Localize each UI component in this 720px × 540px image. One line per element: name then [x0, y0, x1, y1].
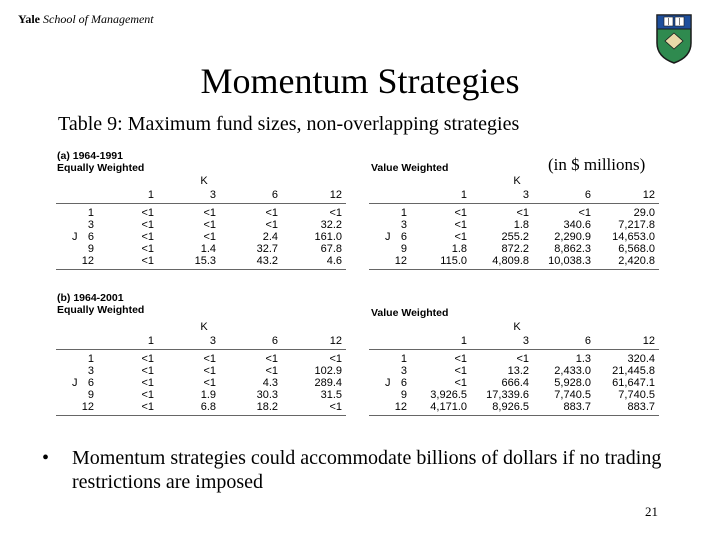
table-cell: 21,445.8	[612, 365, 655, 377]
table-cell: 4.3	[262, 377, 278, 389]
table-cell: <1	[141, 219, 154, 231]
table-cell: 340.6	[563, 219, 591, 231]
j-axis-label: J	[72, 377, 78, 389]
j-value-cell: 3	[87, 365, 94, 377]
table-cell: 883.7	[563, 401, 591, 413]
table-row	[56, 389, 346, 401]
table-cell: <1	[454, 219, 467, 231]
table-cell: 31.5	[320, 389, 342, 401]
panel-b-ew-label: Equally Weighted	[57, 304, 145, 316]
table-cell: 1.9	[200, 389, 216, 401]
j-value-cell: 12	[81, 255, 94, 267]
k-header-row	[56, 335, 346, 349]
panel-a-ew-label: Equally Weighted	[57, 162, 145, 174]
brand-italic: School of Management	[43, 12, 154, 26]
k-header-cell: 6	[584, 335, 591, 347]
table-cell: 4.6	[326, 255, 342, 267]
j-value-cell: 9	[400, 243, 407, 255]
j-value-cell: 3	[400, 219, 407, 231]
table-cell: <1	[141, 365, 154, 377]
bullet-dot-icon: •	[42, 447, 50, 469]
table-row	[369, 207, 659, 219]
table-row	[369, 243, 659, 255]
bottom-rule	[56, 415, 346, 416]
j-value-cell: 9	[87, 389, 94, 401]
table-row	[369, 401, 659, 413]
table-row	[56, 255, 346, 267]
table-row	[369, 377, 659, 389]
table-row	[56, 353, 346, 365]
table-cell: <1	[454, 353, 467, 365]
table-1964-2001-value	[369, 321, 659, 417]
table-cell: <1	[454, 377, 467, 389]
header-rule	[56, 203, 346, 204]
j-axis-label: J	[385, 231, 391, 243]
table-cell: <1	[203, 365, 216, 377]
header-rule	[369, 349, 659, 350]
table-cell: 2.4	[262, 231, 278, 243]
j-axis-label: J	[385, 377, 391, 389]
table-cell: 161.0	[314, 231, 342, 243]
panel-b-labels	[57, 292, 144, 316]
table-cell: 15.3	[194, 255, 216, 267]
k-header-cell: 1	[460, 335, 467, 347]
table-cell: <1	[141, 389, 154, 401]
slide-title: Momentum Strategies	[200, 61, 520, 101]
table-cell: <1	[203, 353, 216, 365]
k-header-cell: 12	[329, 335, 342, 347]
table-cell: <1	[516, 207, 529, 219]
header-rule	[369, 203, 659, 204]
table-cell: 8,926.5	[492, 401, 529, 413]
table-cell: 4,171.0	[430, 401, 467, 413]
table-cell: 115.0	[440, 255, 467, 267]
table-row	[56, 231, 346, 243]
panel-a-vw-label: Value Weighted	[371, 162, 449, 174]
k-axis-label: K	[513, 175, 521, 187]
k-header-cell: 3	[522, 189, 529, 201]
k-header-cell: 12	[329, 189, 342, 201]
table-cell: 255.2	[501, 231, 529, 243]
table-row	[369, 389, 659, 401]
table-cell: <1	[265, 365, 278, 377]
table-row	[56, 377, 346, 389]
table-row	[369, 231, 659, 243]
table-cell: <1	[141, 353, 154, 365]
bottom-rule	[369, 415, 659, 416]
table-row	[369, 219, 659, 231]
table-cell: <1	[141, 207, 154, 219]
brand-bold: Yale	[18, 12, 40, 26]
units-note: (in $ millions)	[548, 155, 646, 174]
table-cell: 32.7	[256, 243, 278, 255]
panel-b-vw-label: Value Weighted	[371, 307, 449, 319]
page-number: 21	[645, 504, 658, 519]
table-cell: <1	[329, 207, 342, 219]
j-value-cell: 12	[81, 401, 94, 413]
table-row	[56, 219, 346, 231]
table-cell: <1	[203, 219, 216, 231]
k-header-row	[369, 189, 659, 203]
table-cell: <1	[141, 255, 154, 267]
table-cell: 32.2	[320, 219, 342, 231]
table-cell: <1	[578, 207, 591, 219]
table-cell: 1.3	[575, 353, 591, 365]
k-header-cell: 6	[271, 189, 278, 201]
table-cell: 1.4	[200, 243, 216, 255]
table-cell: 5,928.0	[554, 377, 591, 389]
table-row	[369, 353, 659, 365]
table-cell: 1.8	[513, 219, 529, 231]
table-cell: 289.4	[314, 377, 342, 389]
table-cell: 4,809.8	[492, 255, 529, 267]
j-value-cell: 3	[400, 365, 407, 377]
table-cell: 883.7	[627, 401, 655, 413]
table-cell: <1	[329, 401, 342, 413]
k-header-cell: 1	[147, 335, 154, 347]
table-cell: 67.8	[320, 243, 342, 255]
table-cell: <1	[141, 377, 154, 389]
table-cell: 6.8	[200, 401, 216, 413]
table-cell: 6,568.0	[618, 243, 655, 255]
table-cell: <1	[203, 207, 216, 219]
header-rule	[56, 349, 346, 350]
header-brand	[18, 12, 154, 27]
table-cell: 14,653.0	[612, 231, 655, 243]
table-cell: 17,339.6	[486, 389, 529, 401]
table-1964-1991-equal	[56, 175, 346, 271]
j-value-cell: 9	[400, 389, 407, 401]
table-cell: 666.4	[501, 377, 529, 389]
k-header-cell: 1	[147, 189, 154, 201]
table-cell: 30.3	[256, 389, 278, 401]
table-cell: 1.8	[451, 243, 467, 255]
table-row	[56, 243, 346, 255]
period-a-label: (a) 1964-1991	[57, 150, 123, 162]
table-cell: <1	[141, 231, 154, 243]
table-cell: 2,433.0	[554, 365, 591, 377]
table-cell: <1	[516, 353, 529, 365]
panel-a-labels	[57, 150, 144, 174]
k-header-cell: 3	[522, 335, 529, 347]
table-row	[369, 255, 659, 267]
k-header-cell: 1	[460, 189, 467, 201]
j-value-cell: 1	[87, 353, 94, 365]
table-cell: 8,862.3	[554, 243, 591, 255]
table-cell: 320.4	[627, 353, 655, 365]
table-cell: 872.2	[501, 243, 529, 255]
j-value-cell: 1	[87, 207, 94, 219]
bullet-text: Momentum strategies could accommodate billions of dollars if no trading restrictions are imposed	[72, 447, 662, 493]
j-value-cell: 12	[394, 255, 407, 267]
table-row	[369, 365, 659, 377]
table-cell: <1	[265, 353, 278, 365]
j-value-cell: 1	[400, 207, 407, 219]
bottom-rule	[369, 269, 659, 270]
bottom-rule	[56, 269, 346, 270]
table-row	[56, 401, 346, 413]
j-value-cell: 6	[87, 377, 94, 389]
table-cell: 7,740.5	[618, 389, 655, 401]
table-caption: Table 9: Maximum fund sizes, non-overlapping strategies	[58, 113, 520, 135]
k-header-row	[369, 335, 659, 349]
table-cell: 13.2	[507, 365, 529, 377]
k-header-row	[56, 189, 346, 203]
table-row	[56, 365, 346, 377]
table-cell: <1	[265, 207, 278, 219]
k-axis-label: K	[513, 321, 521, 333]
yale-crest-icon	[655, 13, 693, 65]
table-cell: 2,420.8	[618, 255, 655, 267]
table-row	[56, 207, 346, 219]
table-cell: 61,647.1	[612, 377, 655, 389]
j-value-cell: 6	[400, 231, 407, 243]
table-cell: <1	[141, 243, 154, 255]
k-axis-label: K	[200, 175, 208, 187]
j-axis-label: J	[72, 231, 78, 243]
table-cell: <1	[454, 365, 467, 377]
table-cell: <1	[203, 377, 216, 389]
j-value-cell: 12	[394, 401, 407, 413]
table-cell: <1	[454, 231, 467, 243]
k-header-cell: 6	[271, 335, 278, 347]
j-value-cell: 9	[87, 243, 94, 255]
table-cell: 3,926.5	[430, 389, 467, 401]
table-cell: 7,740.5	[554, 389, 591, 401]
period-b-label: (b) 1964-2001	[57, 292, 124, 304]
table-1964-1991-value	[369, 175, 659, 271]
k-header-cell: 6	[584, 189, 591, 201]
k-header-cell: 12	[642, 335, 655, 347]
table-cell: <1	[141, 401, 154, 413]
table-1964-2001-equal	[56, 321, 346, 417]
table-cell: <1	[265, 219, 278, 231]
table-cell: 10,038.3	[548, 255, 591, 267]
j-value-cell: 6	[400, 377, 407, 389]
table-cell: 7,217.8	[618, 219, 655, 231]
table-cell: 29.0	[633, 207, 655, 219]
k-header-cell: 3	[209, 335, 216, 347]
table-cell: <1	[203, 231, 216, 243]
k-header-cell: 3	[209, 189, 216, 201]
table-cell: <1	[454, 207, 467, 219]
j-value-cell: 3	[87, 219, 94, 231]
k-header-cell: 12	[642, 189, 655, 201]
table-cell: 43.2	[256, 255, 278, 267]
table-cell: 18.2	[256, 401, 278, 413]
table-cell: 102.9	[314, 365, 342, 377]
table-cell: 2,290.9	[554, 231, 591, 243]
j-value-cell: 1	[400, 353, 407, 365]
k-axis-label: K	[200, 321, 208, 333]
j-value-cell: 6	[87, 231, 94, 243]
table-cell: <1	[329, 353, 342, 365]
